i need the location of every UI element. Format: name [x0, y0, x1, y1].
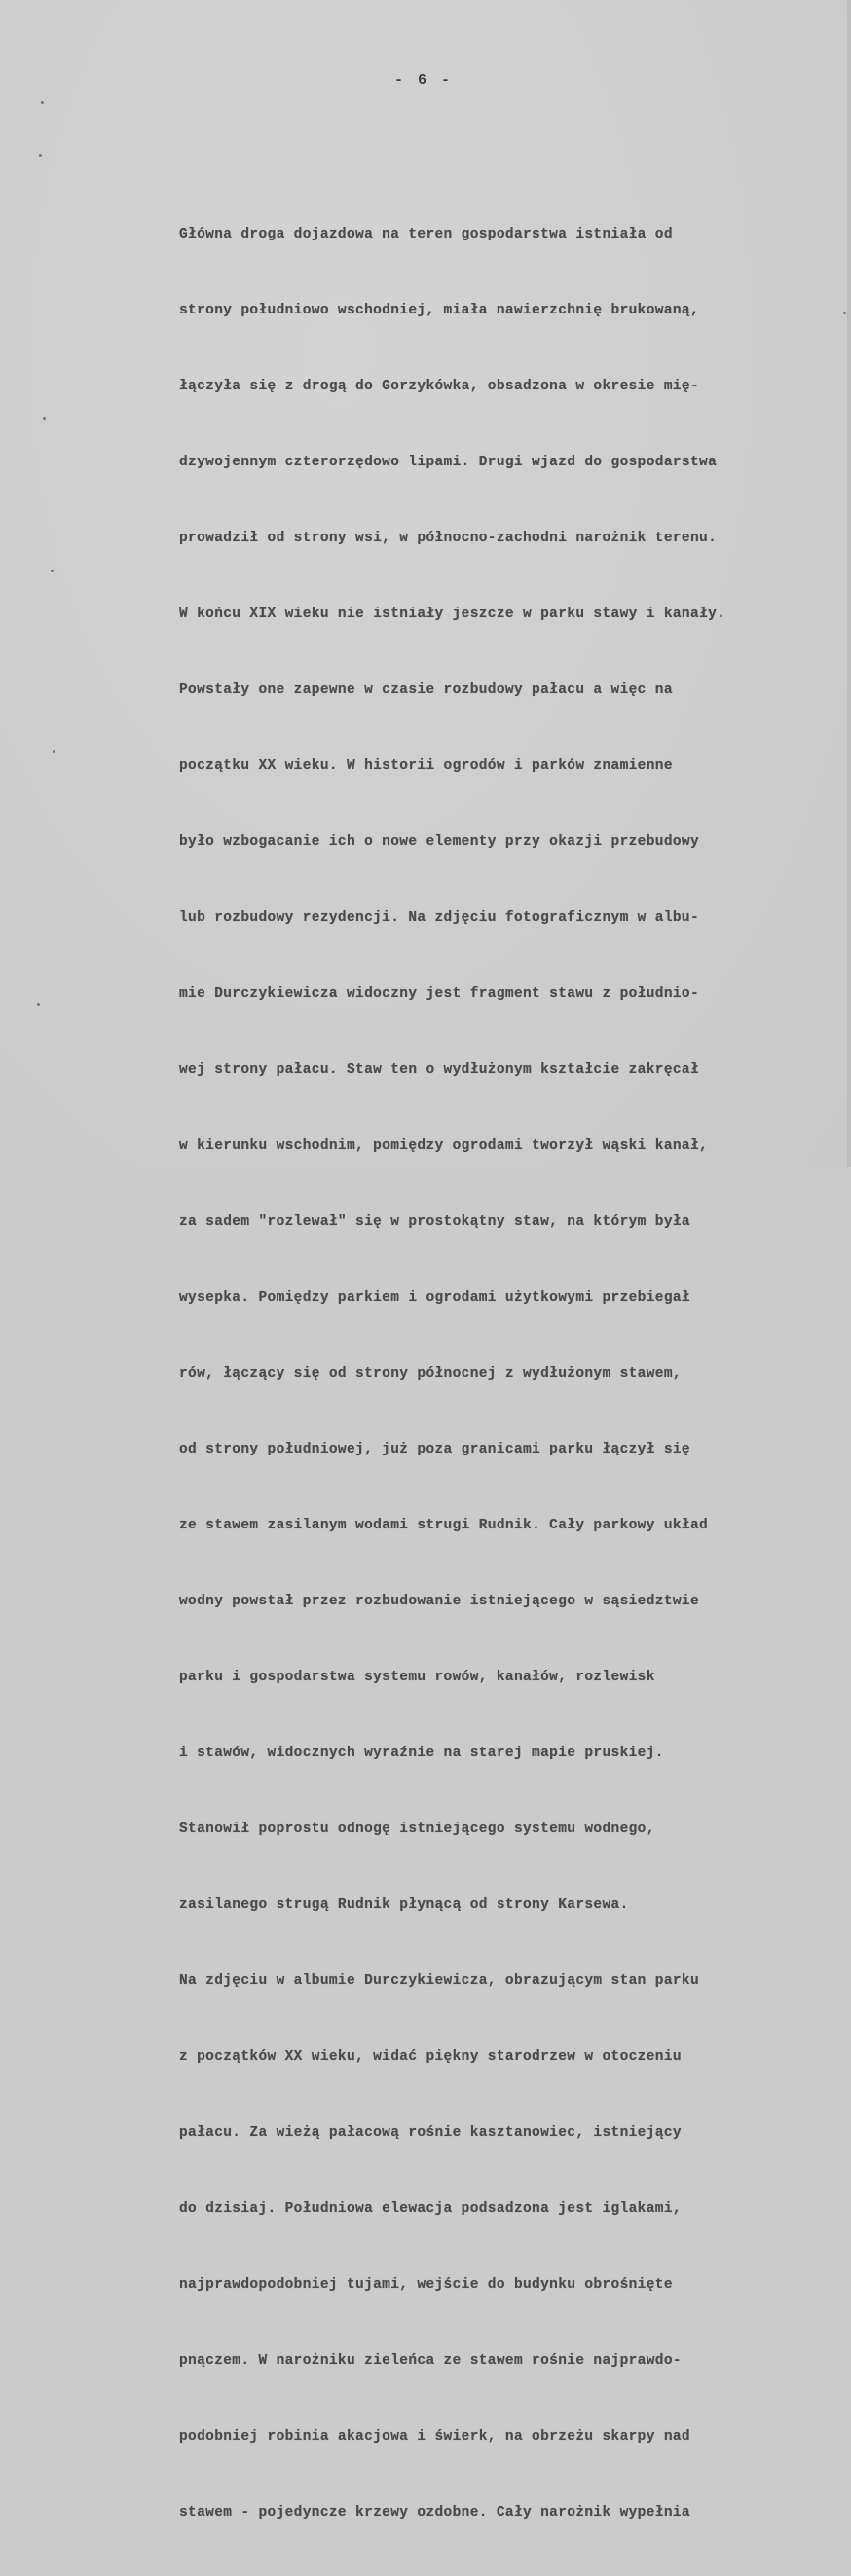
text-line: zasilanego strugą Rudnik płynącą od strony Karsewa. [179, 1897, 629, 1913]
text-line: było wzbogacanie ich o nowe elementy przy okazji przebudowy [179, 834, 700, 850]
text-line: Na zdjęciu w albumie Durczykiewicza, obrazującym stan parku [179, 1973, 700, 1989]
page-edge [847, 0, 851, 1167]
text-line: początku XX wieku. W historii ogrodów i parków znamienne [179, 758, 673, 774]
text-line: pałacu. Za wieżą pałacową rośnie kasztanowiec, istniejący [179, 2125, 682, 2141]
scan-speck [41, 101, 44, 104]
text-line: i stawów, widocznych wyraźnie na starej mapie pruskiej. [179, 1746, 664, 1761]
scan-speck [37, 1003, 40, 1006]
scan-speck [43, 417, 46, 420]
text-line: stawem - pojedyncze krzewy ozdobne. Cały narożnik wypełnia [179, 2505, 690, 2521]
text-line: wej strony pałacu. Staw ten o wydłużonym kształcie zakręcał [179, 1062, 700, 1078]
scan-speck [843, 312, 846, 314]
text-line: najprawdopodobniej tujami, wejście do budynku obrośnięte [179, 2277, 673, 2293]
text-line: rów, łączący się od strony północnej z wydłużonym stawem, [179, 1366, 682, 1381]
scan-speck [51, 570, 54, 572]
text-line: z początków XX wieku, widać piękny starodrzew w otoczeniu [179, 2049, 682, 2065]
text-line: podobniej robinia akacjowa i świerk, na obrzeżu skarpy nad [179, 2429, 690, 2445]
text-line: lub rozbudowy rezydencji. Na zdjęciu fotograficznym w albu- [179, 910, 700, 926]
text-line: łączyła się z drogą do Gorzykówka, obsadzona w okresie mię- [179, 379, 700, 394]
page-number: - 6 - [393, 72, 453, 89]
text-line: Powstały one zapewne w czasie rozbudowy pałacu a więc na [179, 682, 673, 698]
text-line: Stanowił poprostu odnogę istniejącego systemu wodnego, [179, 1822, 655, 1837]
text-line: mie Durczykiewicza widoczny jest fragment stawu z południo- [179, 986, 700, 1002]
text-line: dzywojennym czterorzędowo lipami. Drugi wjazd do gospodarstwa [179, 455, 718, 470]
text-line: w kierunku wschodnim, pomiędzy ogrodami tworzył wąski kanał, [179, 1138, 709, 1154]
text-line: wodny powstał przez rozbudowanie istniejącego w sąsiedztwie [179, 1594, 700, 1609]
text-line: od strony południowej, już poza granicami parku łączył się [179, 1442, 690, 1457]
text-line: wysepka. Pomiędzy parkiem i ogrodami użytkowymi przebiegał [179, 1290, 690, 1306]
text-line: W końcu XIX wieku nie istniały jeszcze w parku stawy i kanały. [179, 607, 726, 622]
text-line: parku i gospodarstwa systemu rowów, kanałów, rozlewisk [179, 1670, 655, 1685]
document-body [179, 171, 841, 2576]
text-line: pnączem. W narożniku zieleńca ze stawem rośnie najprawdo- [179, 2353, 682, 2369]
text-line: Główna droga dojazdowa na teren gospodarstwa istniała od [179, 227, 673, 242]
scan-speck [39, 154, 42, 157]
scan-speck [53, 750, 56, 753]
text-line: strony południowo wschodniej, miała nawierzchnię brukowaną, [179, 303, 700, 318]
text-line: prowadził od strony wsi, w północno-zachodni narożnik terenu. [179, 531, 718, 546]
text-line: za sadem "rozlewał" się w prostokątny staw, na którym była [179, 1214, 690, 1230]
text-line: do dzisiaj. Południowa elewacja podsadzona jest iglakami, [179, 2201, 682, 2217]
text-line: ze stawem zasilanym wodami strugi Rudnik. Cały parkowy układ [179, 1518, 709, 1533]
